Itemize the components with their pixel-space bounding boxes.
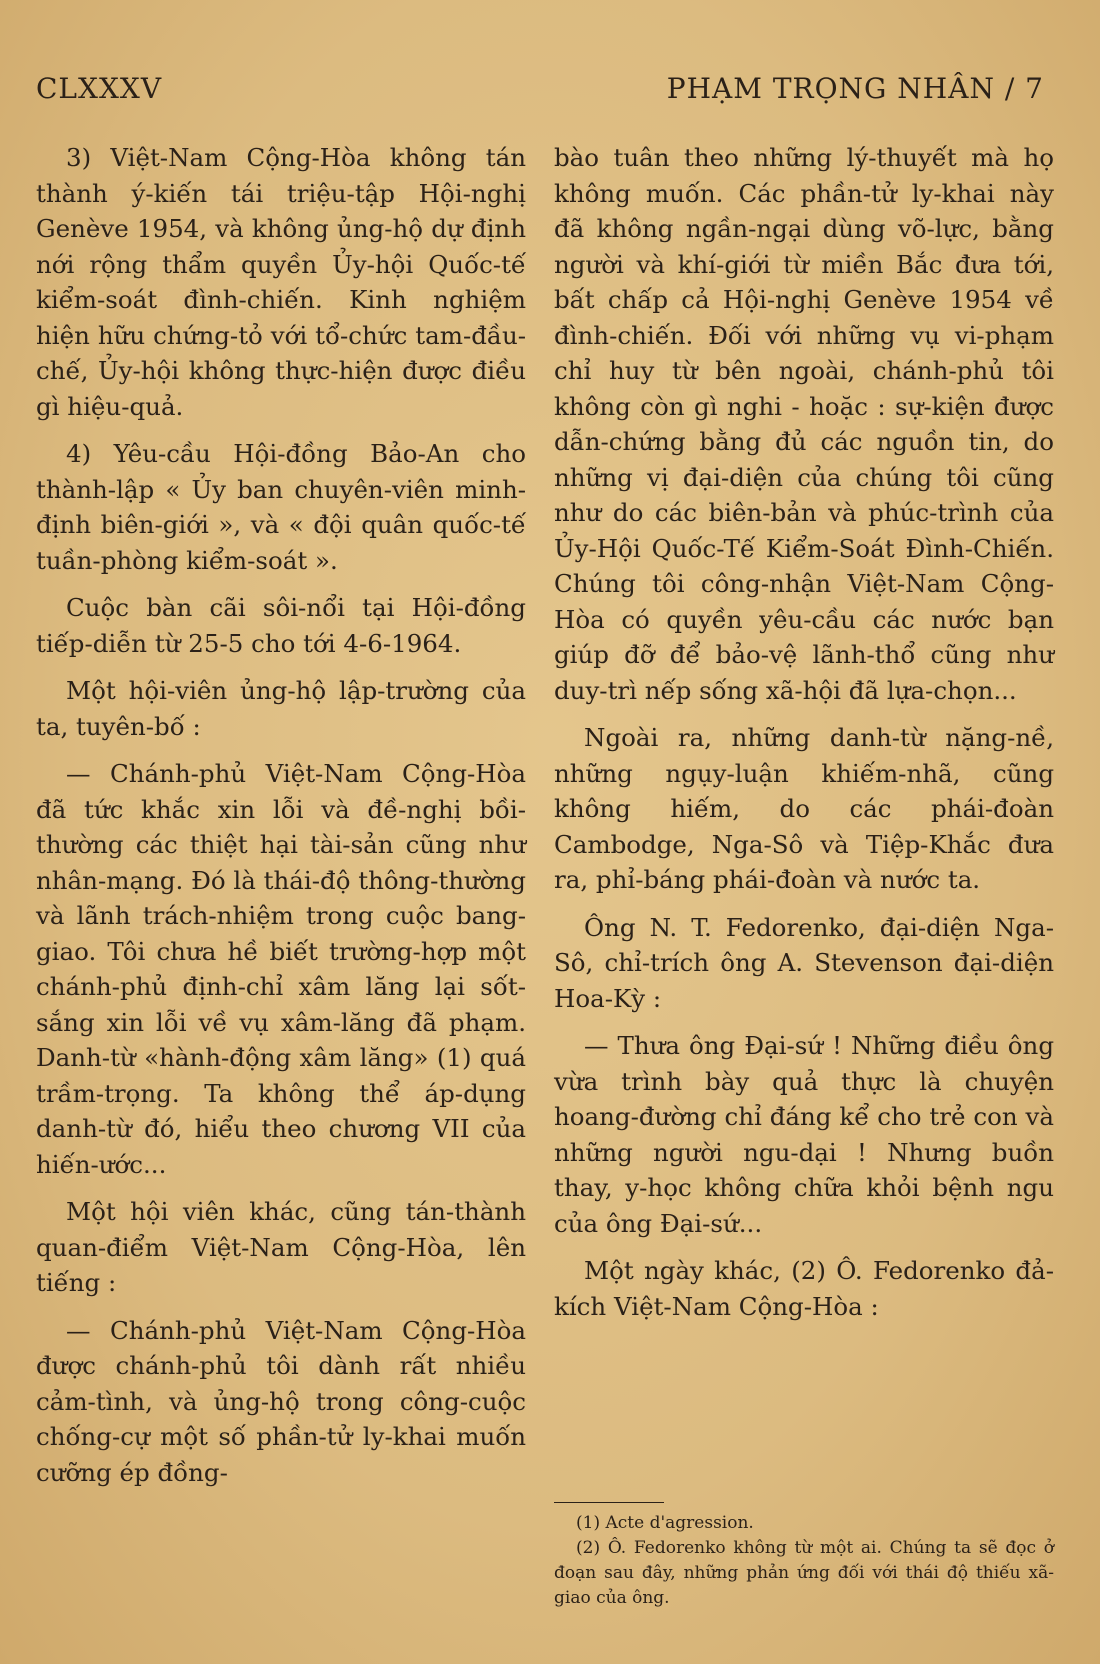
paragraph: — Chánh-phủ Việt-Nam Cộng-Hòa được chánh-phủ tôi dành rất nhiều cảm-tình, và ủng-hộ trong công-cuộc chống-cự một số phần-tử ly-khai muốn cưỡng ép đồng-: [36, 1315, 526, 1487]
footnote: (1) Acte d'agression.: [576, 1513, 754, 1533]
footnote: (2) Ô. Fedorenko không từ một ai. Chúng ta sẽ đọc ở đoạn sau đây, những phản ứng đối với thái độ thiếu xã-giao của ông.: [554, 1538, 1054, 1608]
paragraph: — Thưa ông Đại-sứ ! Những điều ông vừa trình bày quả thực là chuyện hoang-đường chỉ đáng kể cho trẻ con và những người ngu-dại ! Nhưng buồn thay, y-học không chữa khỏi bệnh ngu của ông Đại-sứ...: [554, 1031, 1054, 1238]
paragraph: Một hội viên khác, cũng tán-thành quan-điểm Việt-Nam Cộng-Hòa, lên tiếng :: [36, 1197, 526, 1297]
paragraph: Một hội-viên ủng-hộ lập-trường của ta, tuyên-bố :: [36, 676, 526, 741]
running-title: PHẠM TRỌNG NHÂN / 7: [666, 72, 1044, 105]
paragraph: 3) Việt-Nam Cộng-Hòa không tán thành ý-kiến tái triệu-tập Hội-nghị Genève 1954, và không ủng-hộ dự định nới rộng thẩm quyền Ủy-hội Quốc-tế kiểm-soát đình-chiến. Kinh nghiệm hiện hữu chứng-tỏ với tổ-chức tam-đầu-chế, Ủy-hội không thực-hiện được điều gì hiệu-quả.: [36, 143, 526, 421]
paragraph: Cuộc bàn cãi sôi-nổi tại Hội-đồng tiếp-diễn từ 25-5 cho tới 4-6-1964.: [36, 593, 526, 658]
left-column: [36, 140, 526, 1502]
page-header: [36, 72, 1044, 112]
section-number: CLXXXV: [36, 72, 163, 105]
paragraph: Ngoài ra, những danh-từ nặng-nề, những ngụy-luận khiếm-nhã, cũng không hiếm, do các phái-đoàn Cambodge, Nga-Sô và Tiệp-Khắc đưa ra, phỉ-báng phái-đoàn và nước ta.: [554, 723, 1054, 894]
footnote-rule: [554, 1502, 664, 1503]
paragraph: Một ngày khác, (2) Ô. Fedorenko đả-kích Việt-Nam Cộng-Hòa :: [554, 1256, 1054, 1321]
footnotes: [554, 1502, 1054, 1611]
paragraph-continuation: bào tuân theo những lý-thuyết mà họ không muốn. Các phần-tử ly-khai này đã không ngần-ngại dùng võ-lực, bằng người và khí-giới từ miền Bắc đưa tới, bất chấp cả Hội-nghị Genève 1954 về đình-chiến. Đối với những vụ vi-phạm chỉ huy từ bên ngoài, chánh-phủ tôi không còn gì nghi - hoặc : sự-kiện được dẫn-chứng bằng đủ các nguồn tin, do những vị đại-diện của chúng tôi cũng như do các biên-bản và phúc-trình của Ủy-Hội Quốc-Tế Kiểm-Soát Đình-Chiến. Chúng tôi công-nhận Việt-Nam Cộng-Hòa có quyền yêu-cầu các nước bạn giúp đỡ để bảo-vệ lãnh-thổ cũng như duy-trì nếp sống xã-hội đã lựa-chọn...: [554, 143, 1054, 705]
paragraph: 4) Yêu-cầu Hội-đồng Bảo-An cho thành-lập « Ủy ban chuyên-viên minh-định biên-giới », và « đội quân quốc-tế tuần-phòng kiểm-soát ».: [36, 439, 526, 575]
paragraph: — Chánh-phủ Việt-Nam Cộng-Hòa đã tức khắc xin lỗi và đề-nghị bồi-thường các thiệt hại tài-sản cũng như nhân-mạng. Đó là thái-độ thông-thường và lãnh trách-nhiệm trong cuộc bang-giao. Tôi chưa hề biết trường-hợp một chánh-phủ định-chỉ xâm lăng lại sốt-sắng xin lỗi về vụ xâm-lăng đã phạm. Danh-từ «hành-động xâm lăng» (1) quá trầm-trọng. Ta không thể áp-dụng danh-từ đó, hiểu theo chương VII của hiến-ước...: [36, 759, 526, 1179]
right-column: [554, 140, 1054, 1336]
paragraph: Ông N. T. Fedorenko, đại-diện Nga-Sô, chỉ-trích ông A. Stevenson đại-diện Hoa-Kỳ :: [554, 912, 1054, 1013]
